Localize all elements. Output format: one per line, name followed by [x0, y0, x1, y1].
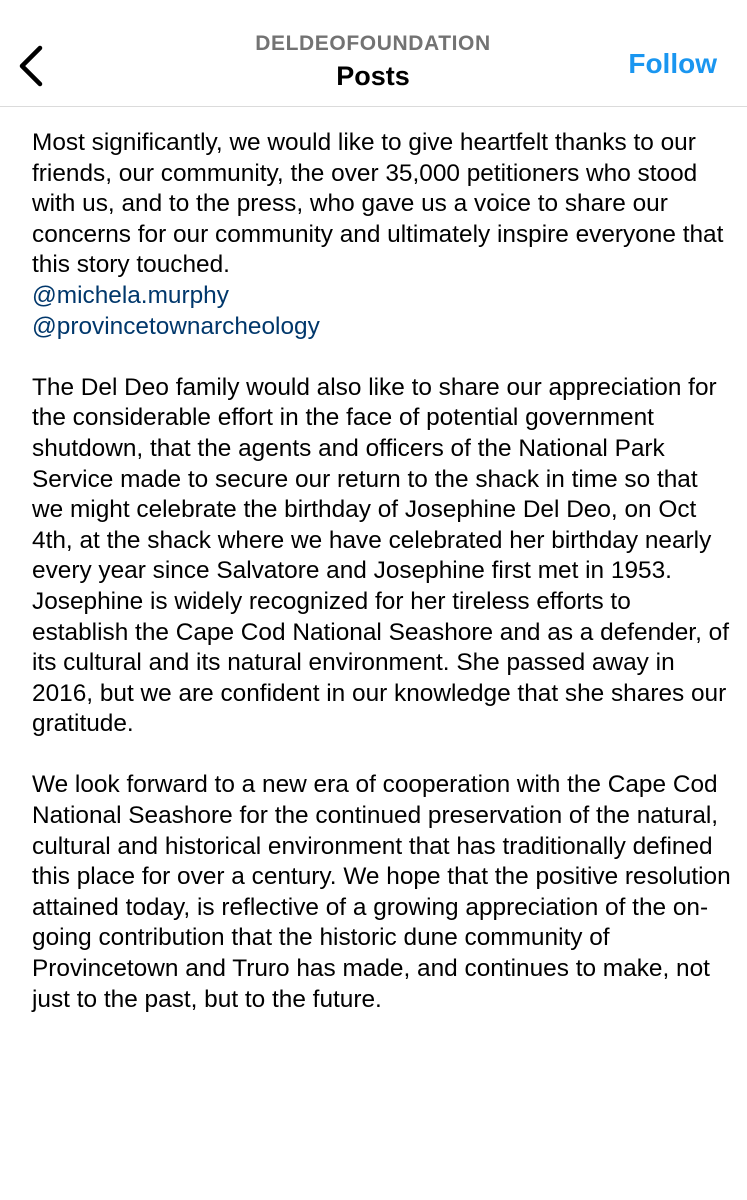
caption-paragraph: The Del Deo family would also like to share our appreciation for the considerable effort in the face of potential government shutdown, that the agents and officers of the National Park Service made to secure our return to the shack in time so that we might celebrate the birthday of Josephine Del Deo, on Oct 4th, at the shack where we have celebrated her birthday nearly every year since Salvatore and Josephine first met in 1953. Josephine is widely recognized for her tireless efforts to establish the Cape Cod National Seashore and as a defender, of its cultural and its natural environment. She passed away in 2016, but we are confident in our knowledge that she shares our gratitude.: [32, 373, 729, 738]
follow-button[interactable]: Follow: [628, 48, 717, 79]
caption-paragraph: Most significantly, we would like to give heartfelt thanks to our friends, our community, the over 35,000 petitioners who stood with us, and to the press, who gave us a voice to share our concerns for our community and ultimately inspire everyone that this story touched.: [32, 129, 724, 279]
page-title: Posts: [336, 61, 410, 91]
post-caption: [32, 128, 732, 1015]
account-name[interactable]: DELDEOFOUNDATION: [255, 32, 491, 55]
mention-link[interactable]: @provincetownarcheology: [32, 312, 320, 340]
caption-paragraph: We look forward to a new era of cooperation with the Cape Cod National Seashore for the continued preservation of the natural, cultural and historical environment that has traditionally defined this place for over a century. We hope that the positive resolution attained today, is reflective of a growing appreciation of the on-going contribution that the historic dune community of Provincetown and Truro has made, and continues to make, not just to the past, but to the future.: [32, 771, 731, 1013]
back-button[interactable]: [8, 38, 52, 94]
header-title-block: [173, 32, 573, 94]
chevron-left-icon: [8, 38, 52, 94]
paragraph-spacer: [32, 740, 732, 771]
top-nav-bar: [0, 0, 747, 107]
paragraph-spacer: [32, 342, 732, 373]
mention-link[interactable]: @michela.murphy: [32, 281, 229, 309]
